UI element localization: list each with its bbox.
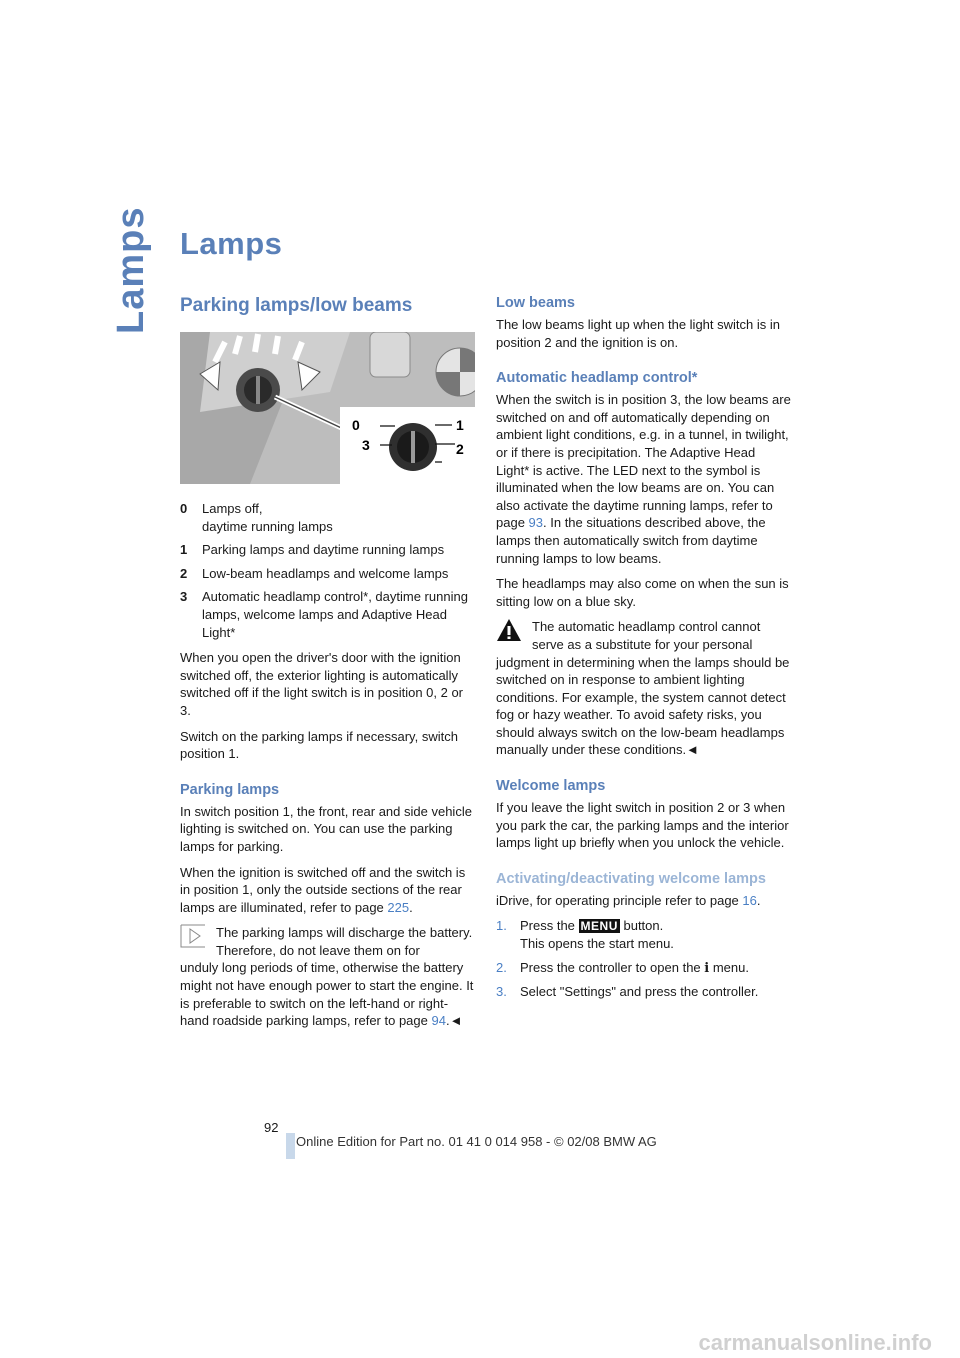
welcome-lamps-paragraph: If you leave the light switch in position 2 or 3 when you park the car, the parking lamps and the interior lamps light up briefly when you unlock the vehicle. xyxy=(496,800,789,851)
footer-bar xyxy=(286,1133,295,1159)
automatic-headlamp-heading: Automatic headlamp control* xyxy=(496,370,698,387)
parking-lamps-heading: Parking lamps xyxy=(180,781,280,798)
warning-text: judgment in determining when the lamps should be switched on in response to ambient lighting conditions. For example, the system cannot detect fog or hazy weather. To avoid safety risks, you should always switch on the low-beam headlamps manually under these conditions.◄ xyxy=(496,654,790,758)
low-sun-paragraph: The headlamps may also come on when the sun is sitting low on a blue sky. xyxy=(496,576,789,609)
steps-list xyxy=(496,917,791,1000)
light-switch-figure xyxy=(180,332,475,484)
footer-text: Online Edition for Part no. 01 41 0 014 958 - © 02/08 BMW AG xyxy=(296,1134,657,1149)
info-icon: i xyxy=(704,960,710,976)
section-title: Parking lamps/low beams xyxy=(180,295,413,316)
page-title: Lamps xyxy=(180,226,283,261)
note-arrow-icon xyxy=(180,924,206,948)
activating-welcome-lamps-heading: Activating/deactivating welcome lamps xyxy=(496,870,766,887)
right-column xyxy=(496,294,791,1007)
legend-item: 3 Automatic headlamp control*, daytime running lamps, welcome lamps and Adaptive Head Light* xyxy=(180,589,468,640)
list-item: 3. Select "Settings" and press the controller. xyxy=(496,984,759,1000)
switch-on-paragraph: Switch on the parking lamps if necessary, switch position 1. xyxy=(180,728,458,762)
switch-position-legend xyxy=(180,500,475,641)
list-item: 2. Press the controller to open the i menu. xyxy=(496,959,749,976)
list-item: 1. Press the MENU button. This opens the start menu. xyxy=(496,918,674,952)
welcome-lamps-heading: Welcome lamps xyxy=(496,778,606,795)
menu-button-icon: MENU xyxy=(580,919,618,934)
figure-label-0: 0 xyxy=(352,417,360,433)
low-beams-heading: Low beams xyxy=(496,295,575,311)
note-box: The parking lamps will discharge the battery. Therefore, do not leave them on for unduly long periods of time, otherwise the battery might not have enough power to start the engine. It is preferable to switch on the left-hand or right-hand roadside parking lamps, refer to page 94.◄ xyxy=(180,925,474,1029)
legend-item: 2 Low-beam headlamps and welcome lamps xyxy=(180,565,449,581)
legend-item: 1 Parking lamps and daytime running lamps xyxy=(180,542,445,558)
figure-label-3: 3 xyxy=(362,437,370,453)
door-open-paragraph: When you open the driver's door with the ignition switched off, the exterior lighting is automatically switched off if the light switch is in position 0, 2 or 3. xyxy=(180,650,464,718)
ignition-off-paragraph: When the ignition is switched off and the switch is in position 1, only the outside sections of the rear lamps are illuminated, refer to page 225. xyxy=(180,864,466,915)
warning-box: The automatic headlamp control cannot serve as a substitute for your personal judgment in determining when the lamps should be switched on in response to ambient lighting conditions. For example, the system cannot detect fog or hazy weather. To avoid safety risks, you should always switch on the low-beam headlamps manually under these conditions.◄ xyxy=(496,619,790,758)
idrive-paragraph: iDrive, for operating principle refer to page 16. xyxy=(496,892,761,908)
side-tab xyxy=(110,206,160,340)
figure-label-2: 2 xyxy=(456,441,464,457)
left-column xyxy=(180,294,475,1038)
warning-triangle-icon xyxy=(496,618,522,642)
light-switch-illustration xyxy=(180,332,475,484)
parking-lamps-paragraph: In switch position 1, the front, rear and side vehicle lighting is switched on. You can use the parking lamps for parking. xyxy=(180,803,472,854)
page-link-94[interactable]: 94 xyxy=(431,1013,446,1029)
legend-item: 0 Lamps off, daytime running lamps xyxy=(180,501,333,534)
watermark: carmanualsonline.info xyxy=(698,1330,932,1355)
side-tab-label: Lamps xyxy=(110,206,152,334)
page-link-93[interactable]: 93 xyxy=(528,515,544,531)
figure-label-1: 1 xyxy=(456,417,464,433)
low-beams-paragraph: The low beams light up when the light switch is in position 2 and the ignition is on. xyxy=(496,317,780,350)
note-text: unduly long periods of time, otherwise the battery might not have enough power to start the engine. It is preferable to switch on the left-hand or right-hand roadside parking lamps, refer to page 94.◄ xyxy=(180,960,474,1029)
page-number: 92 xyxy=(264,1120,279,1135)
page-link-16[interactable]: 16 xyxy=(742,892,757,908)
automatic-headlamp-paragraph: When the switch is in position 3, the low beams are switched on and off automatically depending on ambient light conditions, e.g. in a tunnel, in twilight, or if there is precipitation. The Adaptive Head Light* is active. The LED next to the symbol is illuminated when the low beams are on. You can also activate the daytime running lamps, refer to page 93. In the situations described above, the lamps then automatically switch from daytime running lamps to low beams. xyxy=(496,392,791,566)
page-link-225[interactable]: 225 xyxy=(387,899,410,915)
